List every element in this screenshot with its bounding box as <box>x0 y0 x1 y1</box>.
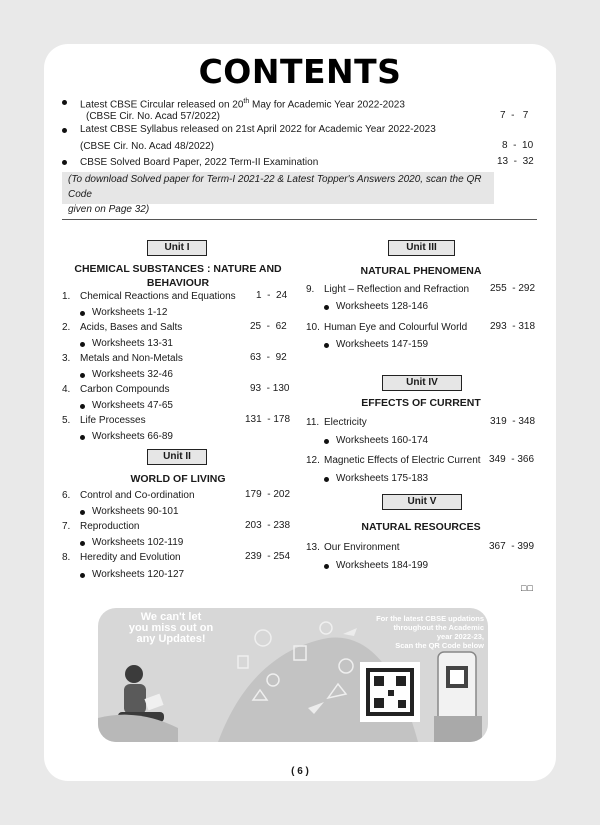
bullet-icon <box>62 160 67 165</box>
item-syllabus-pages: 8 - 10 <box>502 140 534 151</box>
worksheets-label: Worksheets 120-127 <box>92 569 185 580</box>
chapter-pages: 63 - 92 <box>250 352 287 363</box>
bullet-icon <box>324 343 329 348</box>
item-circular-ref: (CBSE Cir. No. Acad 57/2022) <box>86 111 220 122</box>
unit-label: Unit IV <box>382 375 462 391</box>
worksheets-label: Worksheets 90-101 <box>92 506 179 517</box>
bullet-icon <box>80 510 85 515</box>
chapter-pages: 367 - 399 <box>489 541 535 552</box>
chapter-number: 13. <box>306 542 320 553</box>
worksheets-label: Worksheets 175-183 <box>336 473 429 484</box>
end-mark: □□ <box>521 583 534 593</box>
chapter-pages: 293 - 318 <box>490 321 536 332</box>
chapter-pages: 349 - 366 <box>489 454 535 465</box>
bullet-icon <box>80 541 85 546</box>
worksheets-label: Worksheets 128-146 <box>336 301 429 312</box>
worksheets-label: Worksheets 32-46 <box>92 369 173 380</box>
unit-heading: NATURAL PHENOMENA <box>360 265 482 277</box>
chapter-title: Acids, Bases and Salts <box>80 322 183 333</box>
chapter-number: 5. <box>62 415 71 426</box>
chapter-title: Human Eye and Colourful World <box>324 322 468 333</box>
bullet-icon <box>62 128 67 133</box>
bullet-icon <box>80 573 85 578</box>
banner-tagline-line-2: you miss out on <box>128 622 214 634</box>
banner-scan-line-2: throughout the Academic <box>393 623 484 632</box>
unit-heading: WORLD OF LIVING <box>130 473 226 485</box>
chapter-pages: 93 - 130 <box>250 383 290 394</box>
bullet-icon <box>80 342 85 347</box>
banner-tagline-line-3: any Updates! <box>136 633 206 645</box>
unit-label: Unit V <box>382 494 462 510</box>
bullet-icon <box>324 439 329 444</box>
item-solved-paper-pages: 13 - 32 <box>497 156 534 167</box>
bullet-icon <box>62 100 67 105</box>
worksheets-label: Worksheets 47-65 <box>92 400 173 411</box>
chapter-title: Chemical Reactions and Equations <box>80 291 236 302</box>
worksheets-label: Worksheets 147-159 <box>336 339 429 350</box>
chapter-pages: 255 - 292 <box>490 283 536 294</box>
unit-heading: NATURAL RESOURCES <box>361 521 481 533</box>
worksheets-label: Worksheets 1-12 <box>92 307 168 318</box>
worksheets-label: Worksheets 102-119 <box>92 537 184 548</box>
chapter-number: 7. <box>62 521 71 532</box>
chapter-number: 2. <box>62 322 71 333</box>
chapter-number: 3. <box>62 353 71 364</box>
unit-label: Unit III <box>388 240 455 256</box>
chapter-title: Life Processes <box>80 415 146 426</box>
updates-banner <box>98 608 488 742</box>
chapter-number: 11. <box>306 417 320 428</box>
banner-tagline <box>116 612 226 645</box>
chapter-title: Electricity <box>324 417 367 428</box>
unit-heading-line-2: BEHAVIOUR <box>146 277 210 289</box>
page-number: ( 6 ) <box>291 766 309 777</box>
banner-tagline-line-1: We can't let <box>140 611 202 623</box>
chapter-pages: 319 - 348 <box>490 416 536 427</box>
unit-label: Unit I <box>147 240 207 256</box>
worksheets-label: Worksheets 66-89 <box>92 431 173 442</box>
chapter-title: Our Environment <box>324 542 400 553</box>
banner-scan-line-4: Scan the QR Code below <box>395 641 484 650</box>
chapter-pages: 131 - 178 <box>245 414 291 425</box>
chapter-pages: 239 - 254 <box>245 551 291 562</box>
chapter-pages: 203 - 238 <box>245 520 291 531</box>
unit-heading: EFFECTS OF CURRENT <box>361 397 481 409</box>
worksheets-label: Worksheets 13-31 <box>92 338 173 349</box>
chapter-title: Carbon Compounds <box>80 384 170 395</box>
bullet-icon <box>80 404 85 409</box>
worksheets-label: Worksheets 160-174 <box>336 435 429 446</box>
chapter-number: 8. <box>62 552 71 563</box>
item-syllabus: Latest CBSE Syllabus released on 21st April 2022 for Academic Year 2022-2023 <box>80 124 436 135</box>
item-circular: Latest CBSE Circular released on 20th May for Academic Year 2022-2023 <box>80 98 405 111</box>
unit-label: Unit II <box>147 449 207 465</box>
chapter-number: 10. <box>306 322 320 333</box>
page-title: CONTENTS <box>198 52 402 91</box>
qr-note-line-1: (To download Solved paper for Term-I 2021-22 & Latest Topper's Answers 2020, scan the QR Code <box>68 174 482 200</box>
item-circular-pages: 7 - 7 <box>500 110 529 121</box>
chapter-number: 9. <box>306 284 315 295</box>
qr-note <box>62 172 494 215</box>
unit-heading-line-1: CHEMICAL SUBSTANCES : NATURE AND <box>74 263 282 275</box>
bullet-icon <box>80 435 85 440</box>
qr-note-line-2: given on Page 32) <box>68 204 150 215</box>
divider <box>62 219 537 220</box>
unit-heading <box>66 262 290 290</box>
chapter-title: Reproduction <box>80 521 140 532</box>
bullet-icon <box>324 305 329 310</box>
chapter-number: 6. <box>62 490 71 501</box>
item-syllabus-ref: (CBSE Cir. No. Acad 48/2022) <box>80 141 214 152</box>
item-solved-paper: CBSE Solved Board Paper, 2022 Term-II Examination <box>80 157 319 168</box>
chapter-title: Magnetic Effects of Electric Current <box>324 455 481 466</box>
chapter-pages: 25 - 62 <box>250 321 287 332</box>
bullet-icon <box>324 477 329 482</box>
banner-scan-text <box>362 614 484 650</box>
chapter-title: Control and Co-ordination <box>80 490 195 501</box>
bullet-icon <box>80 373 85 378</box>
bullet-icon <box>80 311 85 316</box>
chapter-title: Heredity and Evolution <box>80 552 181 563</box>
banner-scan-line-1: For the latest CBSE updations <box>376 614 484 623</box>
chapter-pages: 1 - 24 <box>256 290 288 301</box>
banner-scan-line-3: year 2022-23, <box>436 632 484 641</box>
chapter-number: 4. <box>62 384 71 395</box>
chapter-title: Light – Reflection and Refraction <box>324 284 470 295</box>
chapter-number: 12. <box>306 455 320 466</box>
worksheets-label: Worksheets 184-199 <box>336 560 429 571</box>
chapter-number: 1. <box>62 291 71 302</box>
bullet-icon <box>324 564 329 569</box>
chapter-pages: 179 - 202 <box>245 489 291 500</box>
chapter-title: Metals and Non-Metals <box>80 353 183 364</box>
